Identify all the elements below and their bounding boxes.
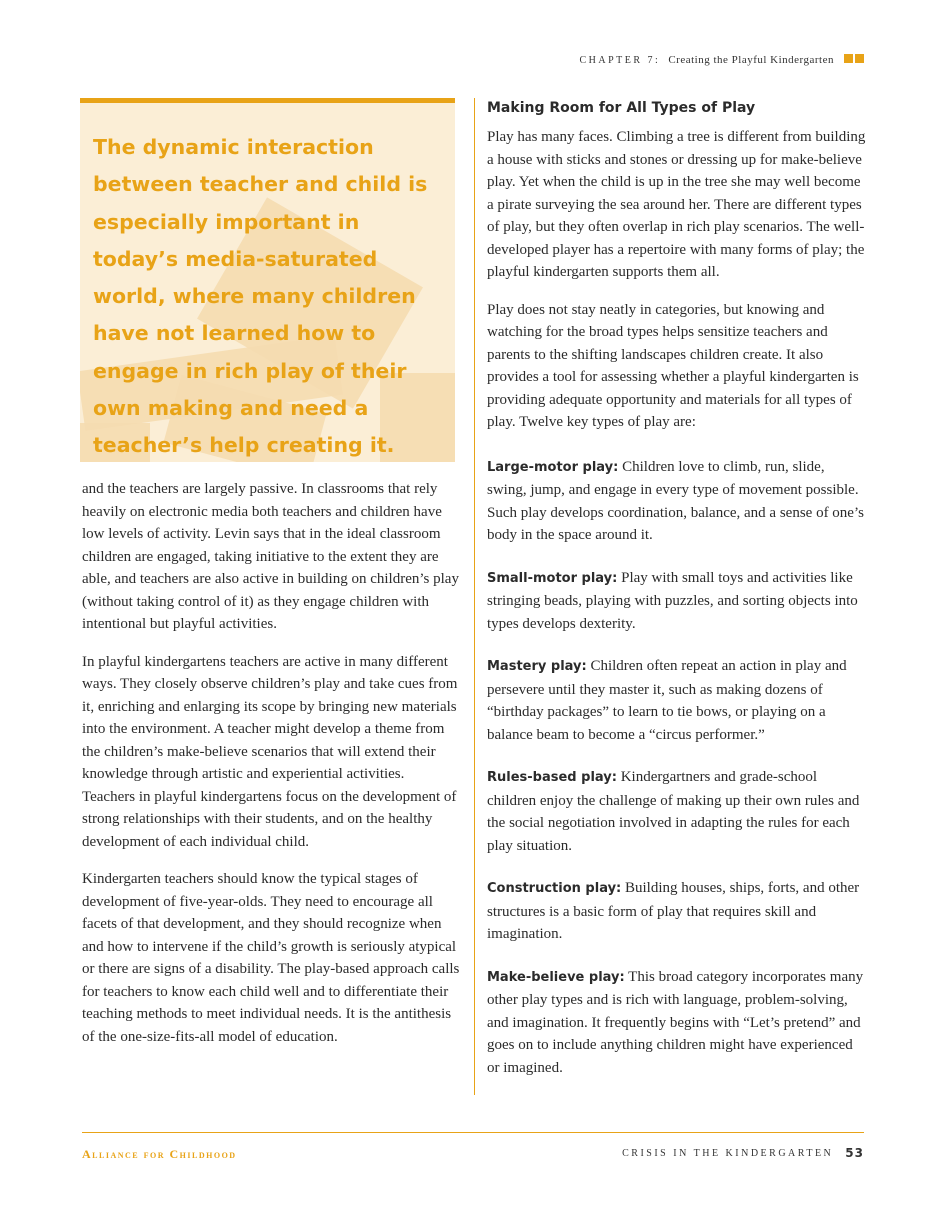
chapter-label: CHAPTER 7: <box>579 54 661 66</box>
play-type-text: Kindergartners and grade-school children enjoy the challenge of making up their own rules and the social negotiation involved in adapting the rules for each play situation. <box>487 769 860 854</box>
right-column <box>487 96 867 1099</box>
play-type-label: Construction play: <box>487 881 622 896</box>
play-type-label: Rules-based play: <box>487 770 617 785</box>
column-divider <box>474 98 475 1095</box>
page-number: 53 <box>845 1146 864 1160</box>
pull-quote-text: The dynamic interaction between teacher and child is especially important in today’s media-saturated world, where many children have not learned how to engage in rich play of their own making and need a teacher’s help creating it. <box>93 135 428 458</box>
play-type-text: Building houses, ships, forts, and other structures is a basic form of play that requires skill and imagination. <box>487 880 860 942</box>
play-type-item <box>487 877 867 946</box>
play-type-item <box>487 655 867 746</box>
chapter-title: Creating the Playful Kindergarten <box>668 54 834 66</box>
footer-title: CRISIS IN THE KINDERGARTEN <box>622 1147 834 1159</box>
play-type-text: Play with small toys and activities like stringing beads, playing with puzzles, and sorting objects into types develops dexterity. <box>487 569 858 632</box>
running-header <box>579 54 864 66</box>
footer-running-title <box>622 1146 864 1160</box>
play-type-text: This broad category incorporates many other play types and is rich with language, problem-solving, and imagination. It frequently begins with “Let’s pretend” and goes on to include anything children might have experienced or imagined. <box>487 968 864 1076</box>
play-type-label: Mastery play: <box>487 659 587 674</box>
play-type-label: Large-motor play: <box>487 459 619 475</box>
play-type-item <box>487 966 867 1080</box>
footer-rule <box>82 1132 864 1133</box>
body-paragraph: Play does not stay neatly in categories, but knowing and watching for the broad types helps sensitize teachers and parents to the shifting landscapes children create. It also provides a tool for assessing whether a playful kindergarten is providing adequate opportunity and materials for all types of play. Twelve key types of play are: <box>487 301 859 430</box>
play-type-label: Small-motor play: <box>487 570 618 586</box>
play-type-item <box>487 456 867 547</box>
play-type-text: Children love to climb, run, slide, swing, jump, and engage in every type of movement possible. Such play develops coordination, balance, and a sense of one’s body in the space around it. <box>487 458 864 543</box>
footer-publisher: Alliance for Childhood <box>82 1147 237 1161</box>
body-paragraph: and the teachers are largely passive. In classrooms that rely heavily on electronic media both teachers and children have low levels of activity. Levin says that in the ideal classroom children are engaged, taking initiative to the extent they are able, and teachers are also active in building on children’s play (without taking control of it) as they engage children with intentional but playful activities. <box>82 481 459 632</box>
play-type-item <box>487 766 867 857</box>
body-paragraph: In playful kindergartens teachers are active in many different ways. They closely observe children’s play and take cues from it, enriching and enlarging its scope by bringing new materials into the environment. A teacher might develop a theme from the children’s make-believe scenarios that will extend their knowledge through artistic and experiential activities. Teachers in playful kindergartens focus on the development of strong relationships with their students, and on the healthy development of each individual child. <box>82 653 458 850</box>
header-ornament <box>842 54 864 66</box>
body-paragraph: Kindergarten teachers should know the typical stages of development of five-year-olds. They need to encourage all facets of that development, and they should recognize when and how to intervene if the child’s growth is seriously atypical or there are signs of a disability. The play-based approach calls for teachers to know each child well and to differentiate their teaching methods to meet individual needs. It is the antithesis of the one-size-fits-all model of education. <box>82 871 460 1045</box>
play-type-item <box>487 567 867 636</box>
left-column <box>82 478 460 1063</box>
body-paragraph: Play has many faces. Climbing a tree is different from building a house with sticks and stones or dressing up for make-believe play. Yet when the child is up in the tree she may well become a pirate surveying the sea around her. There are different types of play, but they often overlap in rich play scenarios. The well-developed player has a repertoire with many forms of play; the playful kindergarten supports them all. <box>487 129 866 280</box>
play-type-label: Make-believe play: <box>487 969 625 985</box>
pull-quote-box <box>80 98 455 462</box>
section-title: Making Room for All Types of Play <box>487 100 756 116</box>
play-type-text: Children often repeat an action in play and persevere until they master it, such as making dozens of “birthday packages” to learn to tie bows, or playing on a balance beam to become a “circus performer.” <box>487 658 847 743</box>
